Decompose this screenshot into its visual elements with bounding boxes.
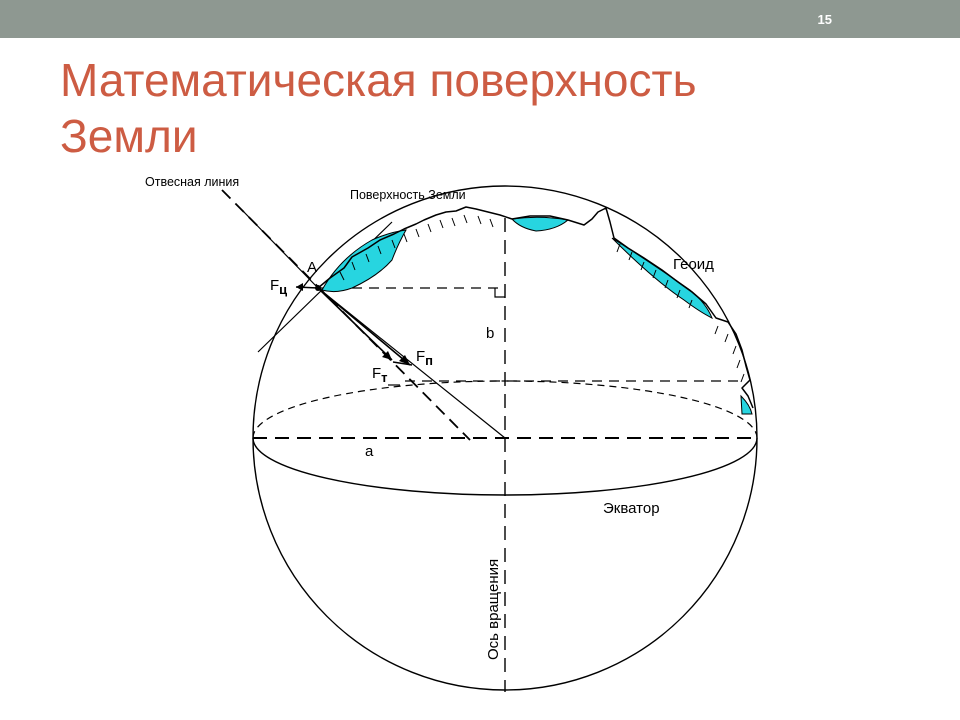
water-region-4 [741, 396, 752, 414]
gravity-vector-ft [318, 288, 392, 360]
water-region-2 [512, 217, 568, 231]
label-earth-surface: Поверхность Земли [350, 188, 466, 202]
label-fp-sub: п [425, 353, 434, 368]
label-fp-main: F [416, 348, 426, 365]
label-plumb-line: Отвесная линия [145, 175, 240, 189]
label-fc-main: F [270, 277, 280, 294]
label-semi-major-a: a [365, 443, 374, 460]
label-fc-sub: ц [279, 282, 288, 297]
slide-number: 15 [817, 12, 832, 27]
fc-arrowhead [296, 283, 303, 291]
right-angle-marker [495, 288, 505, 297]
label-semi-minor-b: b [486, 325, 495, 342]
label-ft-sub: т [381, 370, 388, 385]
water-region-1 [322, 230, 406, 292]
water-region-3 [612, 238, 712, 318]
label-ft-main: F [372, 365, 382, 382]
label-fp [416, 348, 433, 368]
label-ft [372, 365, 388, 385]
label-equator: Экватор [603, 500, 660, 517]
label-geoid: Геоид [673, 256, 714, 273]
label-point-a: А [307, 259, 318, 276]
gravity-vector-fp [318, 288, 410, 365]
slide-title-line-1: Математическая поверхность [60, 54, 697, 106]
label-fc [270, 277, 287, 297]
slide-title-line-2: Земли [60, 110, 198, 162]
plumb-extension [242, 210, 318, 288]
label-rotation-axis: Ось вращения [485, 558, 502, 660]
